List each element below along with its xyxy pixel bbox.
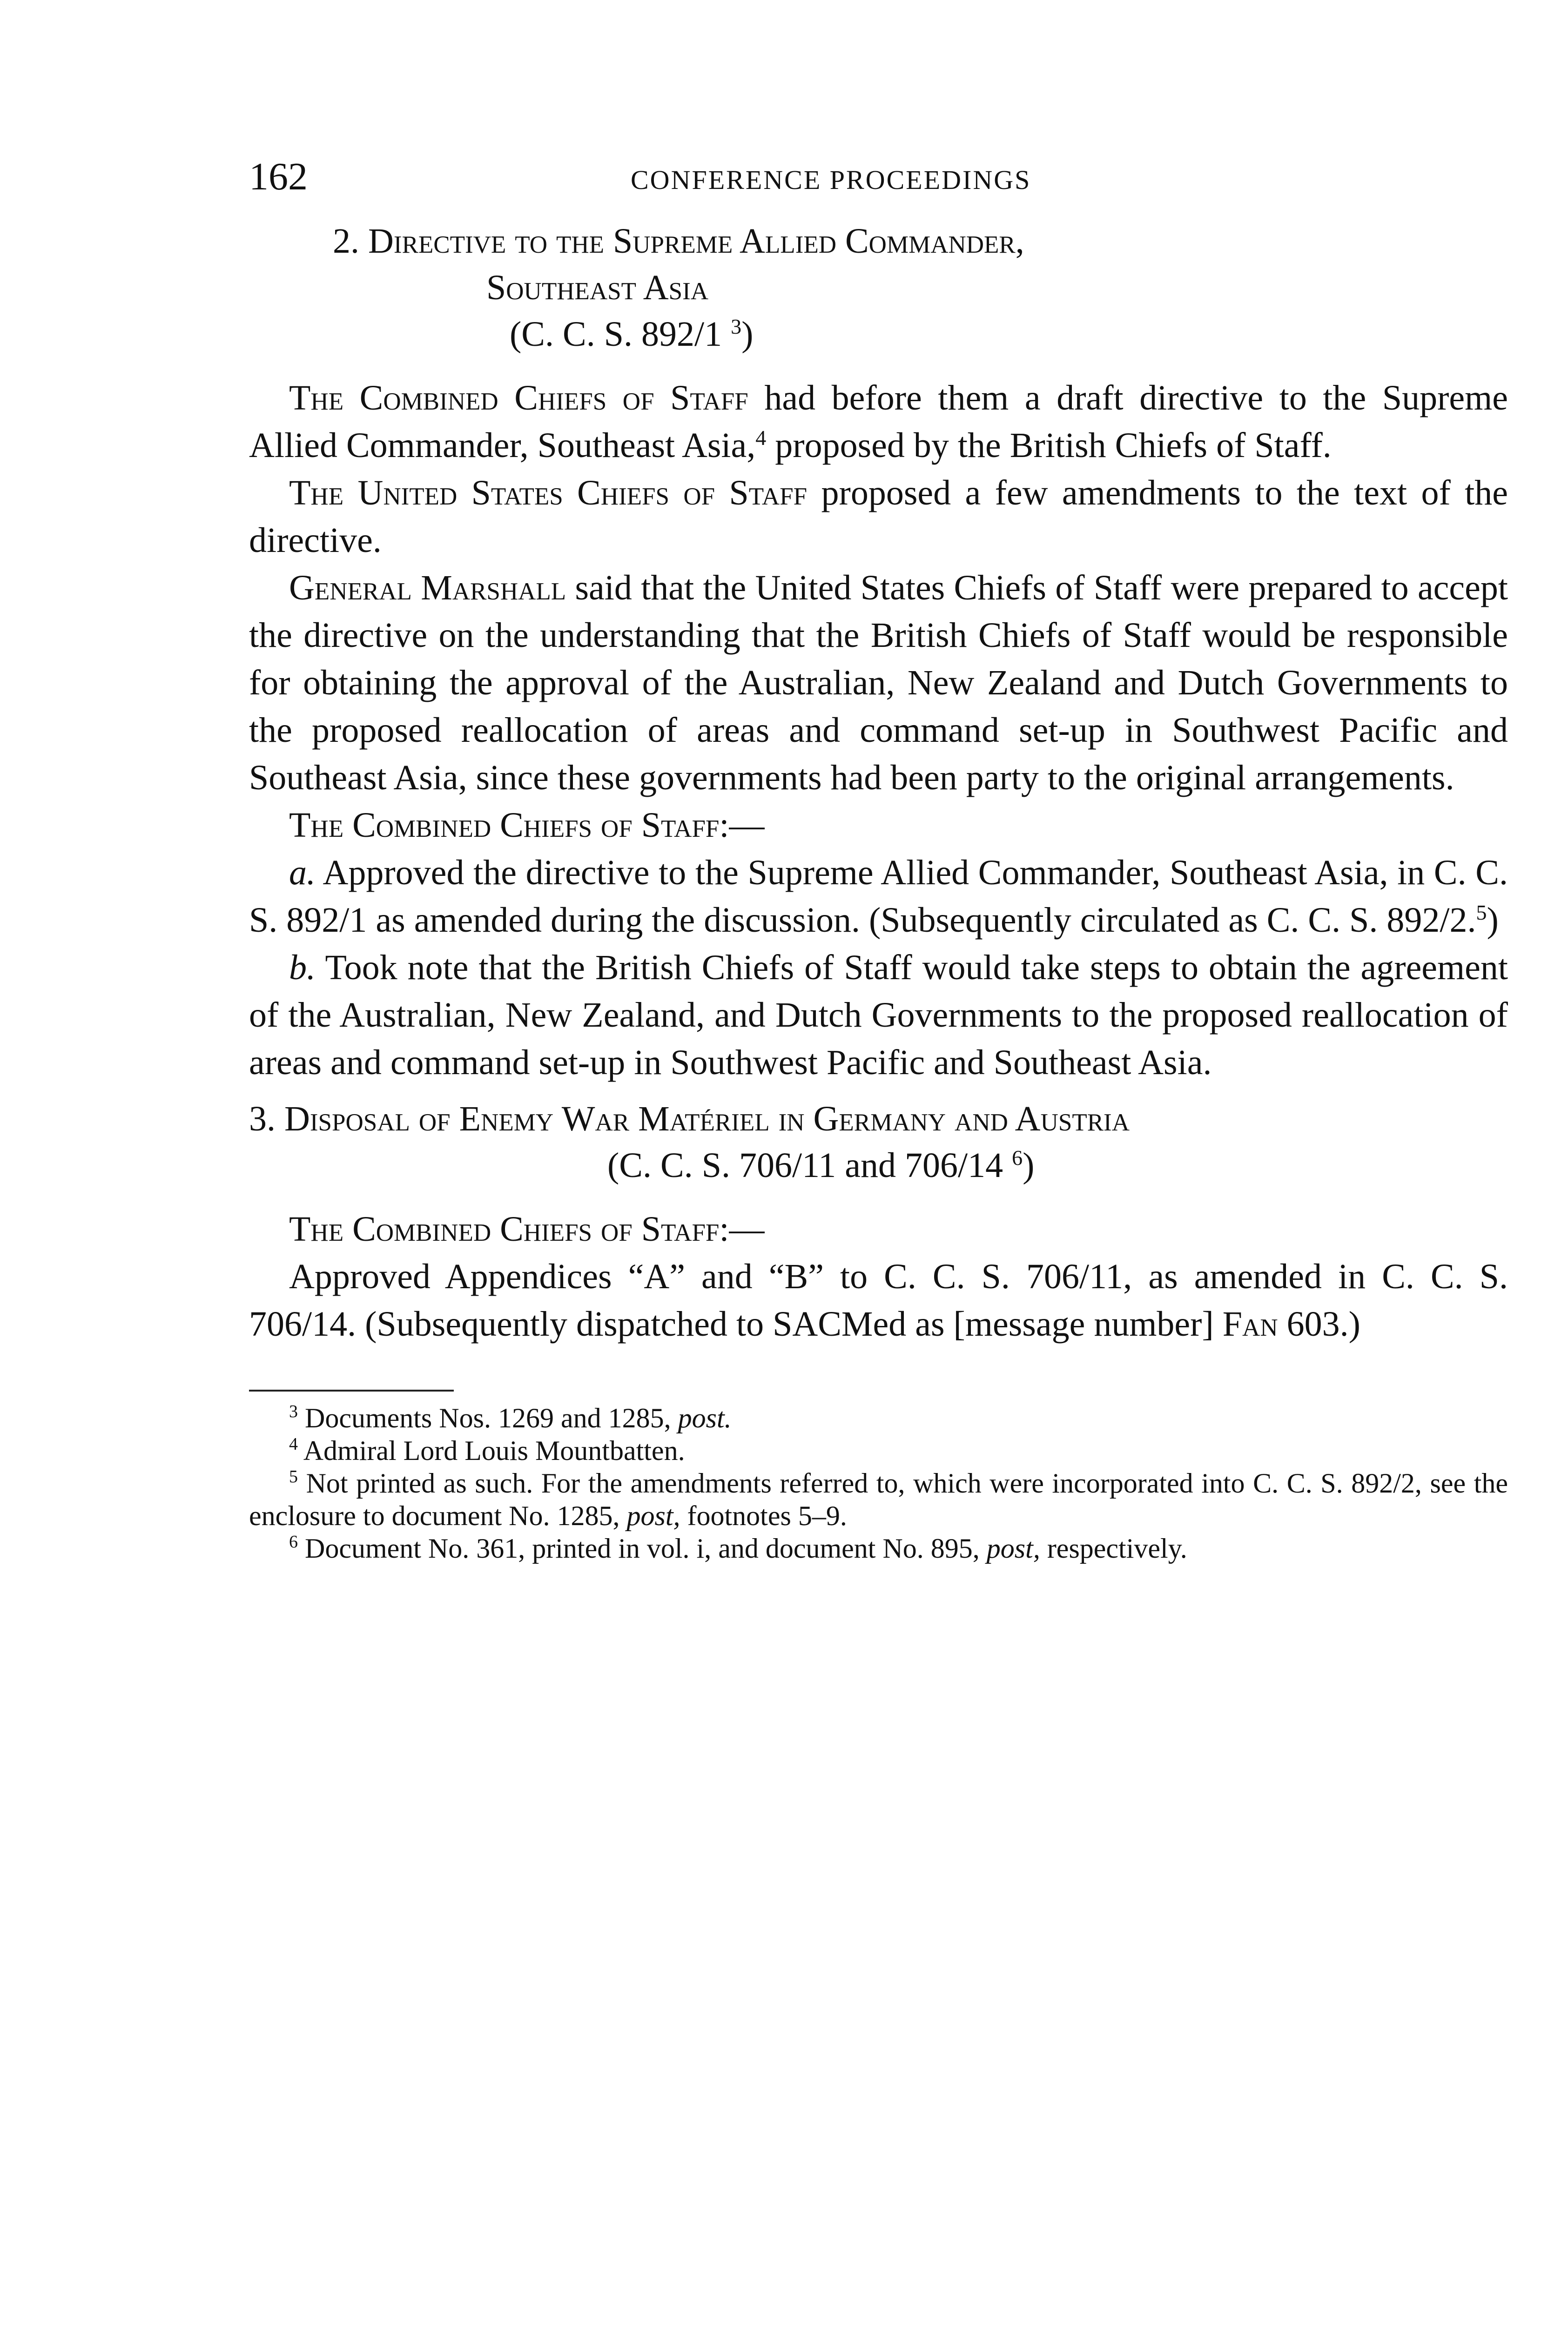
footnote-ref-4: 4 — [755, 426, 767, 450]
footnote-mark: 5 — [289, 1467, 298, 1486]
footnote-emphasis: post. — [678, 1403, 732, 1433]
footnote-mark: 4 — [289, 1434, 298, 1454]
footnote-text: Documents Nos. 1269 and 1285, — [298, 1403, 678, 1433]
footnote-text: Admiral Lord Louis Mountbatten. — [298, 1435, 685, 1466]
section-2-paragraph-3 — [249, 564, 1508, 801]
section-2-heading-close: ) — [741, 315, 754, 354]
paragraph-speaker: The Combined Chiefs of Staff:— — [289, 1210, 765, 1249]
paragraph-text: Approved Appendices “A” and “B” to C. C. S. 706/11, as amended in C. C. S. 706/14. (Subsequently dispatched to SACMed as [message number] — [249, 1257, 1508, 1344]
paragraph-text: Approved the directive to the Supreme Allied Commander, Southeast Asia, in C. C. S. 892/1 as amended during the discussion. (Subsequently circulated as C. C. S. 892/2. — [249, 853, 1508, 940]
footnote-text: respectively. — [1040, 1533, 1187, 1564]
paragraph-speaker: The Combined Chiefs of Staff — [289, 378, 748, 417]
message-prefix: Fan — [1222, 1305, 1278, 1344]
footnote-text: Document No. 361, printed in vol. i, and document No. 895, — [298, 1533, 987, 1564]
footnote-rule — [249, 1390, 454, 1392]
section-2-paragraph-4 — [249, 801, 1508, 849]
footnote-3 — [249, 1402, 1508, 1434]
page-number: 162 — [249, 155, 308, 198]
section-3-heading-close: ) — [1023, 1146, 1035, 1185]
paragraph-speaker: The Combined Chiefs of Staff:— — [289, 806, 765, 845]
section-3-paragraph-1 — [249, 1205, 1508, 1253]
paragraph-text: had before them a draft directive to the Supreme Allied Commander, Southeast Asia, — [249, 378, 1508, 465]
footnote-ref-3: 3 — [731, 315, 742, 338]
item-label: b. — [289, 948, 316, 987]
footnotes — [249, 1402, 1508, 1565]
footnote-6 — [249, 1532, 1508, 1565]
section-2-paragraph-1 — [249, 374, 1508, 469]
footnote-text: footnotes 5–9. — [680, 1500, 847, 1531]
footnote-mark: 6 — [289, 1532, 298, 1552]
document-page — [249, 154, 1508, 1565]
paragraph-text: Took note that the British Chiefs of Staff would take steps to obtain the agreement of the Australian, New Zealand, and Dutch Governments to the proposed reallocation of areas and command set-up in Southwest Pacific and Southeast Asia. — [249, 948, 1508, 1082]
section-3-heading-line-2 — [249, 1142, 1508, 1189]
section-2-paragraph-2 — [249, 469, 1508, 564]
footnote-ref-5: 5 — [1476, 901, 1487, 924]
section-3-heading-line-1: 3. Disposal of Enemy War Matériel in Germany and Austria — [249, 1099, 1130, 1138]
running-title: CONFERENCE PROCEEDINGS — [631, 165, 1031, 195]
footnote-text: Not printed as such. For the amendments referred to, which were incorporated into C. C. S. 892/2, see the enclosure to document No. 1285, — [249, 1468, 1508, 1531]
section-2-item-b — [249, 944, 1508, 1086]
section-3-document-reference: (C. C. S. 706/11 and 706/14 — [607, 1146, 1003, 1185]
section-3-heading — [249, 1096, 1508, 1189]
section-3-paragraph-2 — [249, 1253, 1508, 1348]
paragraph-text: ) — [1487, 901, 1499, 940]
paragraph-speaker: The United States Chiefs of Staff — [289, 473, 808, 512]
footnote-emphasis: post, — [626, 1500, 680, 1531]
section-2-heading — [249, 218, 1508, 357]
item-label: a. — [289, 853, 316, 892]
paragraph-speaker: General Marshall — [289, 568, 566, 607]
section-2-document-reference: (C. C. S. 892/1 — [510, 315, 722, 354]
footnote-5 — [249, 1467, 1508, 1532]
footnote-emphasis: post, — [986, 1533, 1040, 1564]
paragraph-text: 603.) — [1278, 1305, 1360, 1344]
footnote-4 — [249, 1434, 1508, 1467]
footnote-ref-6: 6 — [1012, 1146, 1023, 1170]
paragraph-text: proposed by the British Chiefs of Staff. — [766, 426, 1332, 465]
section-2-item-a — [249, 849, 1508, 944]
section-2-heading-line-1: 2. Directive to the Supreme Allied Commander, — [333, 222, 1024, 261]
running-header — [249, 154, 1508, 205]
section-2-heading-line-2: Southeast Asia — [486, 268, 709, 307]
footnote-mark: 3 — [289, 1402, 298, 1421]
paragraph-text: said that the United States Chiefs of Staff were prepared to accept the directive on the understanding that the British Chiefs of Staff would be responsible for obtaining the approval of the Australian, New Zealand and Dutch Governments to the proposed reallocation of areas and command set-up in Southwest Pacific and Southeast Asia, since these governments had been party to the original arrangements. — [249, 568, 1508, 797]
paragraph-text: proposed a few amendments to the text of the directive. — [249, 473, 1508, 560]
section-2-heading-line-3 — [249, 311, 1508, 357]
